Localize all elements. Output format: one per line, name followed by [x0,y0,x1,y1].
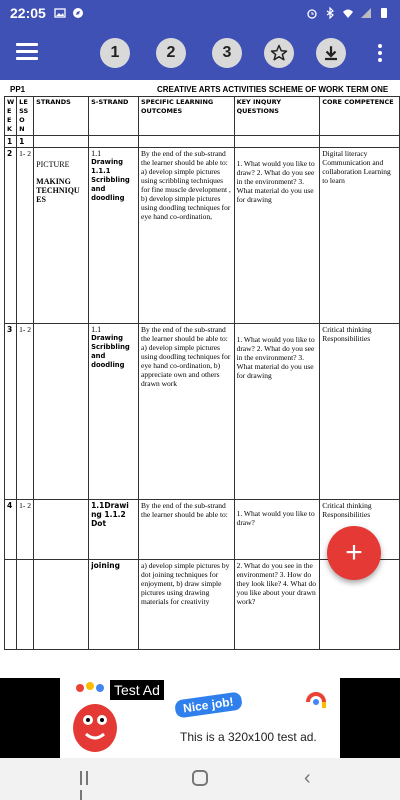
row-strand [34,148,89,324]
alarm-icon [306,7,318,19]
ad-logo-icon [304,688,328,712]
header-outcomes: SPECIFIC LEARNING OUTCOMES [139,97,235,136]
strand-picture: PICTURE [36,160,70,169]
header-lesson: LE SS O N [17,97,34,136]
ad-badge: Nice job! [174,691,243,718]
row-sub-strand: joining [89,560,139,650]
row-questions: 1. What would you like to draw? 2. What do you see in the environment? 3. What material do you use for drawing [234,148,320,324]
back-icon[interactable]: ‹ [304,767,311,789]
compass-icon [72,7,84,19]
image-icon [54,7,66,19]
class-label: PP1 [10,85,26,94]
table-header-row [5,97,400,136]
header-key-inquiry: KEY INQURY QUESTIONS [234,97,320,136]
menu-icon[interactable] [16,43,38,61]
row-competence: Digital literacy Communication and collaboration Learning to learn [320,148,400,324]
download-icon [322,44,340,62]
header-week: W E E K [5,97,17,136]
row-questions: 1. What would you like to draw? [234,500,320,560]
row-questions: 1. What would you like to draw? 2. What do you see in the environment? 3. What material do you use for drawing [234,324,320,500]
status-bar [0,0,400,26]
row-competence: Critical thinking Responsibilities [320,324,400,500]
document-title: CREATIVE ARTS ACTIVITIES SCHEME OF WORK TERM ONE [157,85,389,94]
row-lesson: 1- 2 [17,324,34,500]
header-strands: STRANDS [34,97,89,136]
index-week: 1 [5,136,17,148]
ad-label: Test Ad [110,680,164,700]
document-header [10,82,400,96]
app-bar [0,26,400,80]
row-outcomes: By the end of the sub-strand the learner should be able to: [139,500,235,560]
header-competence: CORE COMPETENCE [320,97,400,136]
table-row [5,148,400,324]
download-button[interactable] [316,38,346,68]
status-time: 22:05 [10,5,46,21]
row-lesson: 1- 2 [17,148,34,324]
ad-text: This is a 320x100 test ad. [180,730,317,744]
row-outcomes: a) develop simple pictures by dot joining techniques for enjoyment, b) draw simple pictures using drawing materials for creativity [139,560,235,650]
favorite-button[interactable] [264,38,294,68]
star-icon [270,44,288,62]
row-questions: 2. What do you see in the environment? 3. How do they look like? 4. What do you like about your drawn work? [234,560,320,650]
table-row [5,324,400,500]
system-nav-bar [0,758,400,800]
wifi-icon [342,7,354,19]
row-outcomes: By the end of the sub-strand the learner should be able to: a) develop simple pictures using doodling techniques for eye hand co-ordination, b) appreciate own and others drawn work [139,324,235,500]
plus-icon: + [345,536,363,569]
row-competence: Critical thinking Responsibilities [320,500,400,560]
row-sub-strand: 1.1 Drawing 1.1.1 Scribbling and doodling [89,148,139,324]
page-2-button[interactable]: 2 [156,38,186,68]
add-fab-button[interactable] [327,526,381,580]
document-viewer[interactable] [0,80,400,678]
index-lesson: 1 [17,136,34,148]
more-options-icon[interactable] [378,44,382,65]
home-icon[interactable] [192,770,208,786]
recents-icon[interactable] [80,771,96,785]
strand-making: MAKING TECHNIQU ES [36,177,80,204]
page-1-button[interactable]: 1 [100,38,130,68]
row-sub-strand: 1.1Drawi ng 1.1.2 Dot [89,500,139,560]
signal-icon [360,7,372,19]
ad-content[interactable] [60,678,340,758]
ad-banner[interactable] [0,678,400,758]
row-week: 3 [5,324,17,500]
row-week: 4 [5,500,17,560]
table-index-row [5,136,400,148]
battery-icon [378,7,390,19]
header-sub-strand: S-STRAND [89,97,139,136]
bluetooth-icon [324,7,336,19]
page-3-button[interactable]: 3 [212,38,242,68]
row-outcomes: By the end of the sub-strand the learner should be able to: a) develop simple pictures using scribbling techniques for fine muscle development , b) develop simple pictures using doodling techniques for eye hand co-ordination, [139,148,235,324]
row-week: 2 [5,148,17,324]
row-lesson: 1- 2 [17,500,34,560]
row-sub-strand: 1.1 Drawing Scribbling and doodling [89,324,139,500]
